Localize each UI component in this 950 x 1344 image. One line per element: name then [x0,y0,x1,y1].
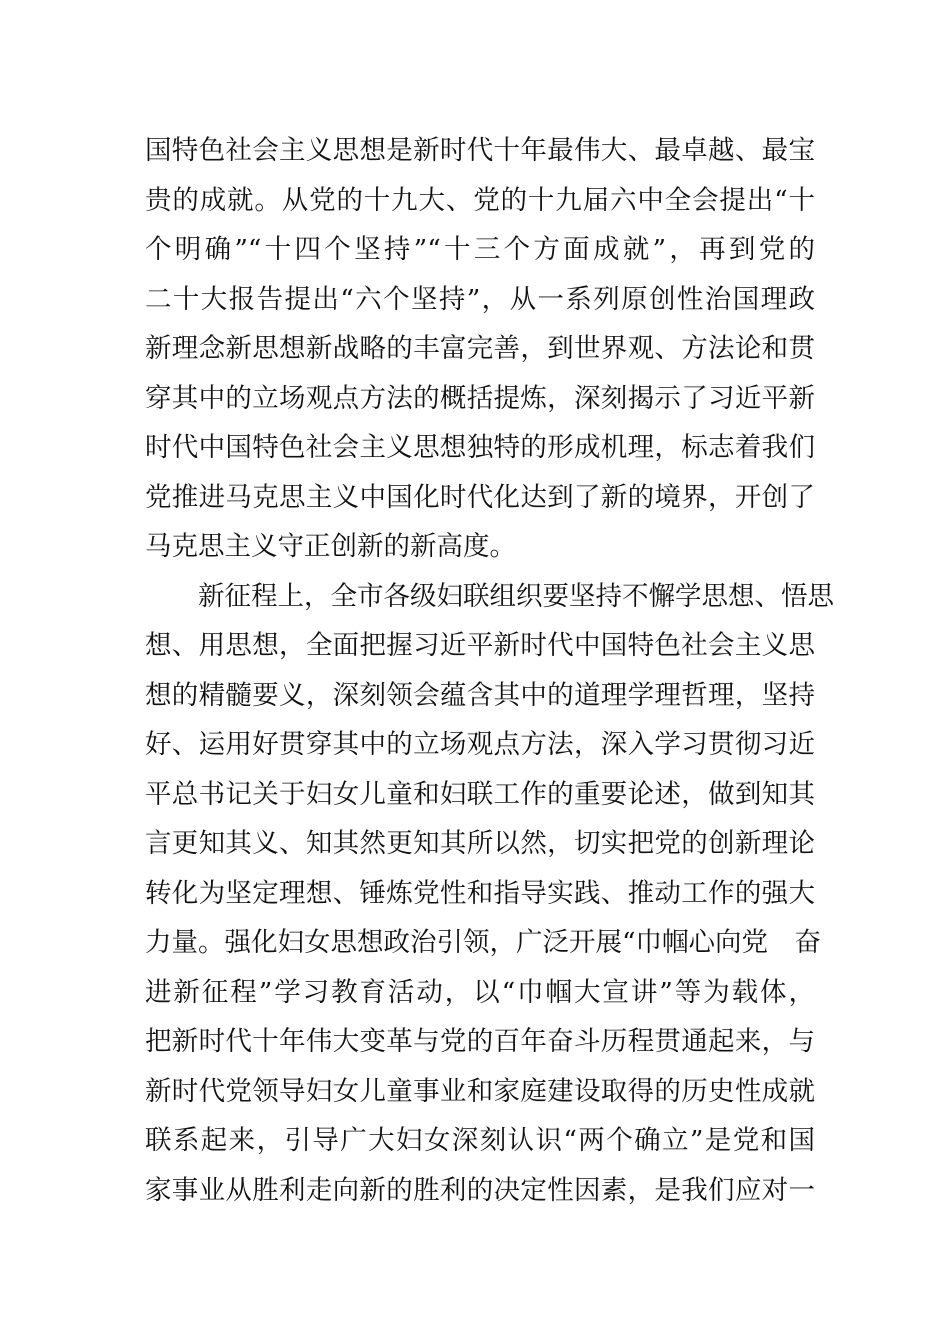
text-line: 力量。强化妇女思想政治引领，广泛开展“巾帼心向党 奋 [145,927,822,958]
text-line: 国特色社会主义思想是新时代十年最伟大、最卓越、最宝 [145,135,815,166]
text-line: 个明确”“十四个坚持”“十三个方面成就”，再到党的 [145,234,815,265]
text-line: 党推进马克思主义中国化时代化达到了新的境界，开创了 [145,481,815,513]
text-line: 言更知其义、知其然更知其所以然，切实把党的创新理论 [145,828,815,859]
text-line: 把新时代十年伟大变革与党的百年奋斗历程贯通起来，与 [145,1026,815,1057]
text-line: 进新征程”学习教育活动，以“巾帼大宣讲”等为载体， [145,976,815,1008]
text-line: 贵的成就。从党的十九大、党的十九届六中全会提出“十 [145,184,815,216]
text-line: 新理念新思想新战略的丰富完善，到世界观、方法论和贯 [145,333,815,364]
text-line: 好、运用好贯穿其中的立场观点方法，深入学习贯彻习近 [145,729,815,760]
text-line: 转化为坚定理想、锤炼党性和指导实践、推动工作的强大 [145,877,815,909]
text-line: 新征程上，全市各级妇联组织要坚持不懈学思想、悟思 [145,580,834,612]
text-line: 想的精髓要义，深刻领会蕴含其中的道理学理哲理，坚持 [145,679,815,711]
text-line: 穿其中的立场观点方法的概括提炼，深刻揭示了习近平新 [145,382,815,414]
text-line: 时代中国特色社会主义思想独特的形成机理，标志着我们 [145,432,815,463]
text-line: 二十大报告提出“六个坚持”，从一系列原创性治国理政 [145,283,815,315]
text-line: 想、用思想，全面把握习近平新时代中国特色社会主义思 [145,630,815,661]
text-line: 家事业从胜利走向新的胜利的决定性因素，是我们应对一 [145,1174,815,1206]
body-text [145,126,834,1215]
text-line: 马克思主义守正创新的新高度。 [145,531,516,562]
text-line: 联系起来，引导广大妇女深刻认识“两个确立”是党和国 [145,1125,815,1156]
text-line: 新时代党领导妇女儿童事业和家庭建设取得的历史性成就 [145,1075,815,1107]
text-line: 平总书记关于妇女儿童和妇联工作的重要论述，做到知其 [145,778,815,810]
